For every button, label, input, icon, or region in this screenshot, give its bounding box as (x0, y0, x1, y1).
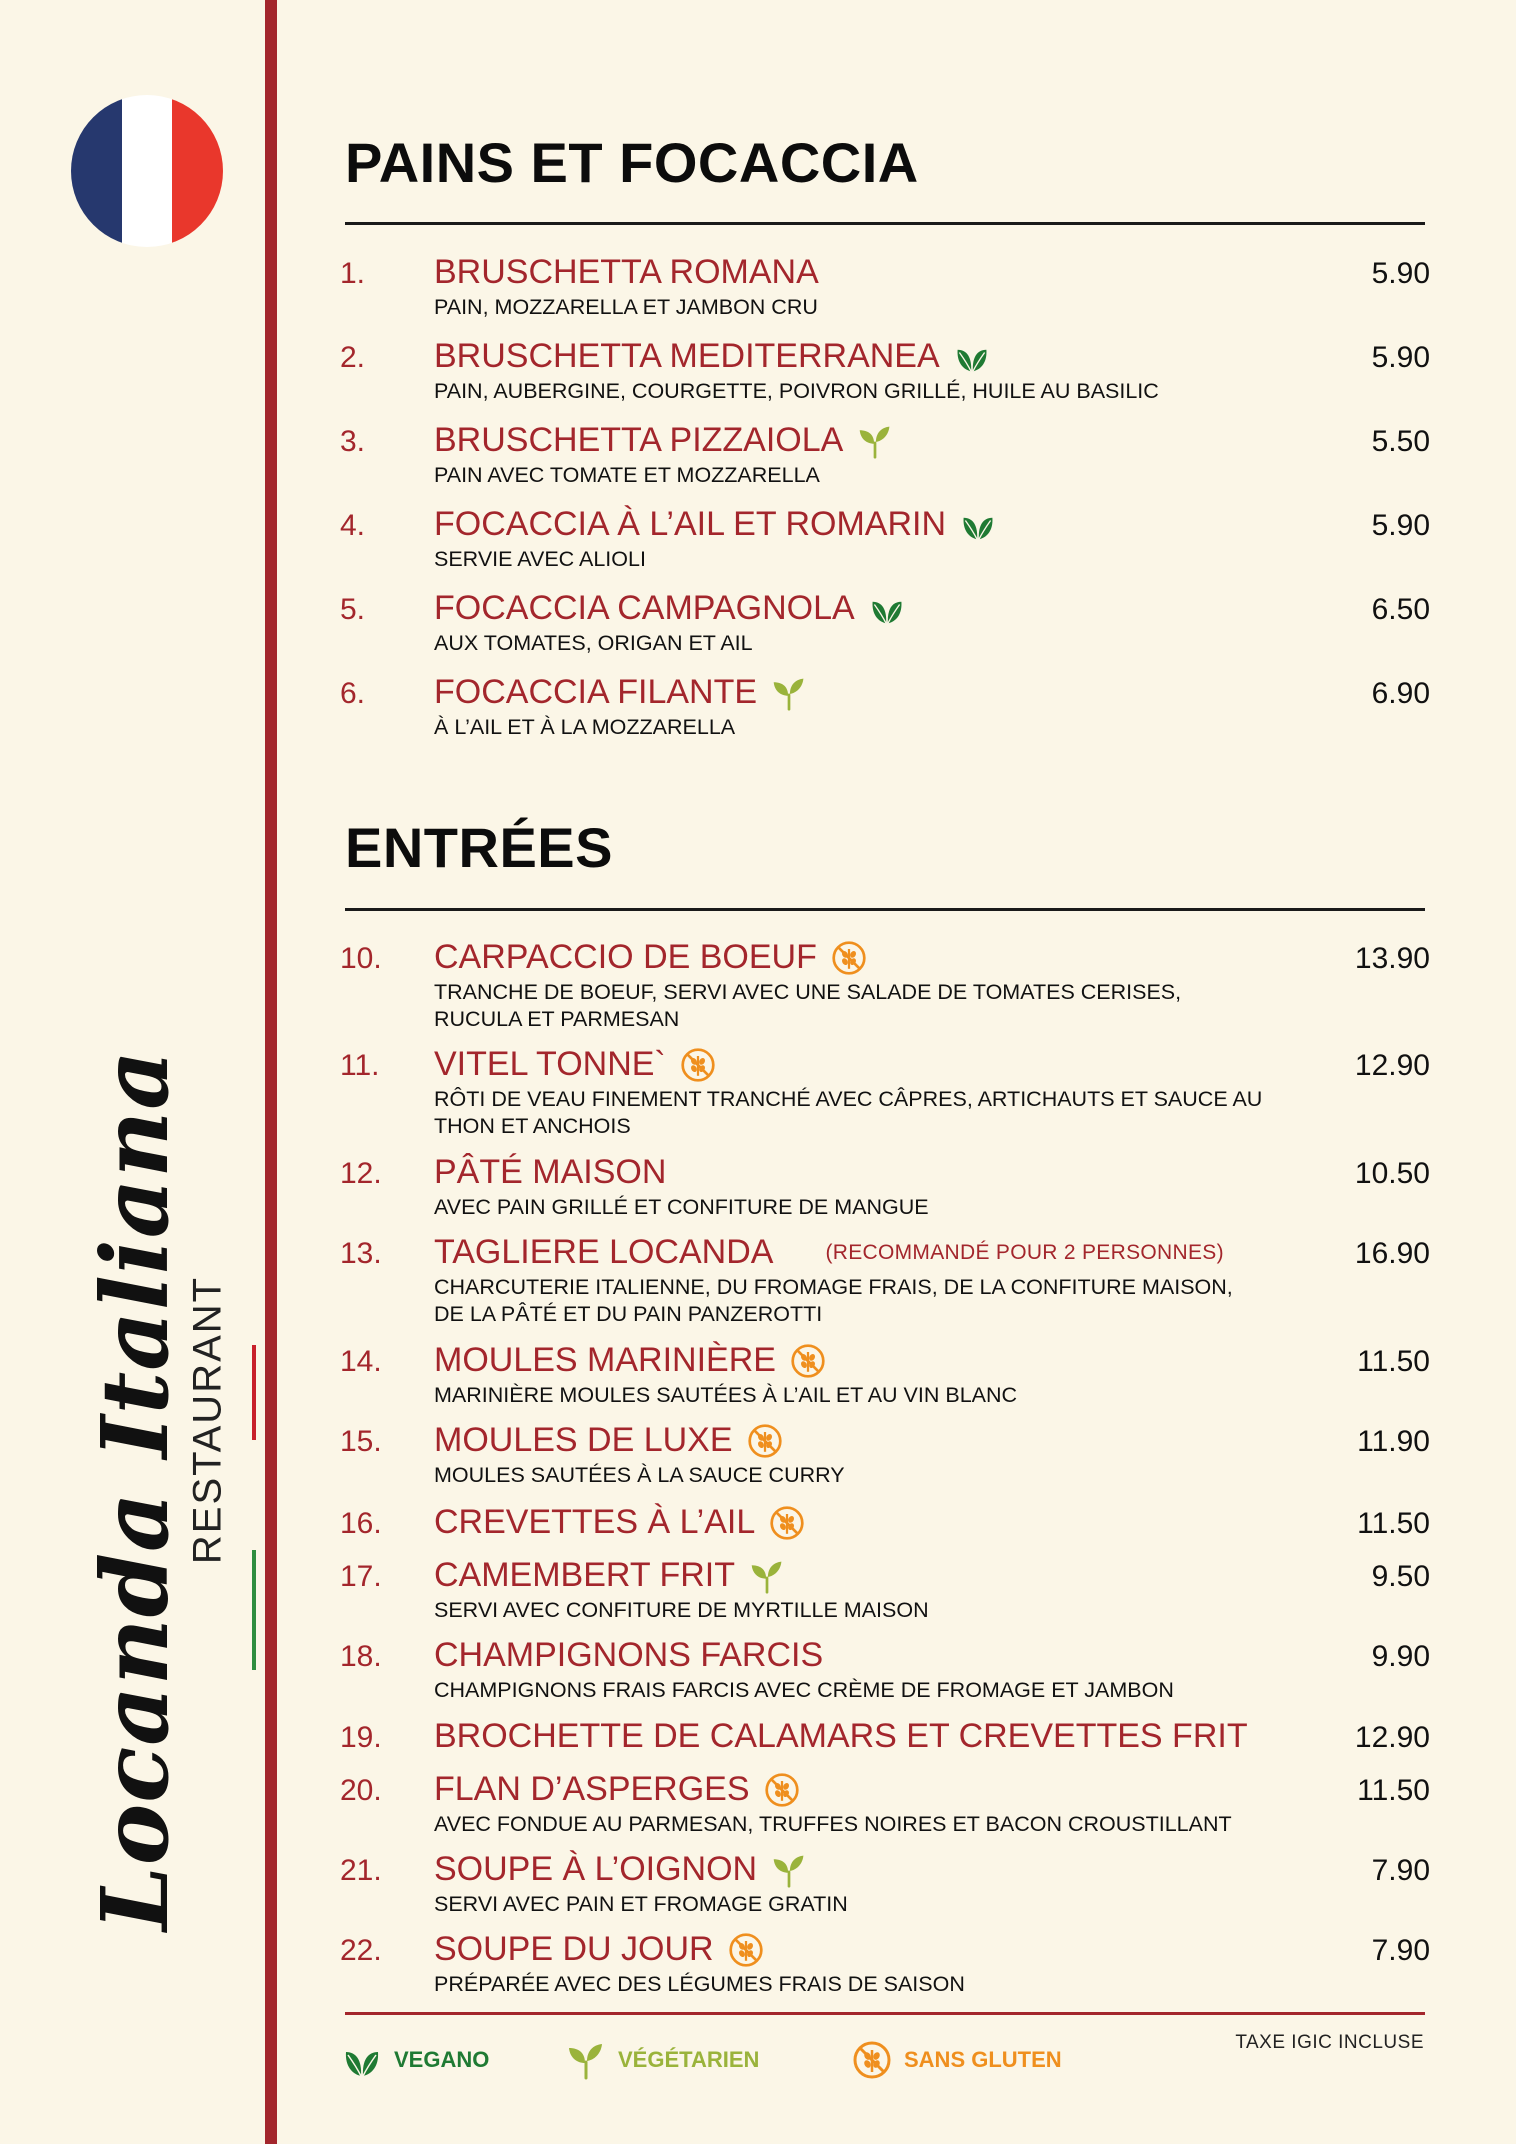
logo-subtitle: RESTAURANT (185, 1275, 230, 1565)
vegan-icon (960, 507, 996, 543)
item-price: 9.90 (1371, 1640, 1430, 1673)
gluten-free-icon (728, 1932, 764, 1968)
item-price: 12.90 (1354, 1721, 1430, 1754)
item-name (434, 421, 893, 460)
item-name (434, 1233, 1224, 1272)
item-description: SERVIE AVEC ALIOLI (434, 547, 646, 571)
item-number: 20. (340, 1774, 382, 1807)
item-name-text: CAMEMBERT FRIT (434, 1556, 735, 1594)
legend-label: VÉGÉTARIEN (618, 2047, 760, 2072)
item-number: 21. (340, 1854, 382, 1887)
item-number: 6. (340, 677, 366, 710)
restaurant-logo (30, 1049, 240, 1931)
side-rail (265, 0, 277, 2144)
item-name (434, 1770, 800, 1809)
item-description: MOULES SAUTÉES À LA SAUCE CURRY (434, 1463, 845, 1487)
item-description: PAIN, MOZZARELLA ET JAMBON CRU (434, 295, 818, 319)
vegan-icon (954, 339, 990, 375)
item-price: 6.50 (1371, 593, 1430, 626)
legend-label: VEGANO (394, 2047, 490, 2072)
item-name-text: FOCACCIA À L’AIL ET ROMARIN (434, 505, 947, 543)
item-number: 4. (340, 509, 366, 542)
item-note: (RECOMMANDÉ POUR 2 PERSONNES) (825, 1240, 1224, 1264)
legend-gluten-free (852, 2040, 1062, 2080)
item-number: 13. (340, 1237, 382, 1270)
item-number: 15. (340, 1425, 382, 1458)
item-name-text: CREVETTES À L’AIL (434, 1503, 756, 1541)
item-price: 5.90 (1371, 341, 1430, 374)
gluten-free-icon (769, 1505, 805, 1541)
gluten-free-icon (831, 940, 867, 976)
logo-script: Locanda Italiana (81, 1049, 189, 1931)
item-number: 18. (340, 1640, 382, 1673)
section-rule (345, 908, 1425, 911)
item-price: 11.50 (1357, 1507, 1430, 1540)
item-name (434, 589, 905, 628)
item-price: 5.90 (1371, 509, 1430, 542)
item-name-text: MOULES DE LUXE (434, 1421, 733, 1459)
item-description: PAIN AVEC TOMATE ET MOZZARELLA (434, 463, 820, 487)
item-price: 11.50 (1357, 1774, 1430, 1807)
section-rule (345, 222, 1425, 225)
item-name-text: FLAN D’ASPERGES (434, 1770, 750, 1808)
item-description: MARINIÈRE MOULES SAUTÉES À L’AIL ET AU VIN BLANC (434, 1383, 1018, 1407)
legend-rule (345, 2012, 1425, 2015)
item-name (434, 1503, 805, 1542)
item-description: RÔTI DE VEAU FINEMENT TRANCHÉ AVEC CÂPRES, ARTICHAUTS ET SAUCE AU THON ET ANCHOIS (434, 1087, 1263, 1138)
item-name (434, 1421, 783, 1460)
item-name (434, 1930, 764, 1969)
gluten-free-icon (852, 2040, 892, 2080)
item-description: PAIN, AUBERGINE, COURGETTE, POIVRON GRILLÉ, HUILE AU BASILIC (434, 379, 1159, 403)
item-price: 12.90 (1354, 1049, 1430, 1082)
item-name-text: BRUSCHETTA PIZZAIOLA (434, 421, 844, 459)
gluten-free-icon (747, 1423, 783, 1459)
item-price: 7.90 (1371, 1854, 1430, 1887)
item-number: 2. (340, 341, 366, 374)
item-name (434, 1045, 716, 1084)
item-price: 13.90 (1354, 942, 1430, 975)
vegetarian-icon (771, 675, 807, 711)
vegan-icon (869, 591, 905, 627)
item-price: 11.90 (1357, 1425, 1430, 1458)
item-name (434, 938, 867, 977)
item-description: TRANCHE DE BOEUF, SERVI AVEC UNE SALADE DE TOMATES CERISES, RUCULA ET PARMESAN (434, 980, 1182, 1031)
item-number: 11. (340, 1049, 380, 1082)
item-number: 19. (340, 1721, 382, 1754)
item-name (434, 337, 990, 376)
item-description: AUX TOMATES, ORIGAN ET AIL (434, 631, 753, 655)
item-name (434, 673, 807, 712)
item-description: PRÉPARÉE AVEC DES LÉGUMES FRAIS DE SAISON (434, 1972, 965, 1996)
item-name (434, 253, 819, 292)
legend-label: SANS GLUTEN (904, 2047, 1062, 2072)
item-number: 12. (340, 1157, 382, 1190)
item-number: 10. (340, 942, 382, 975)
item-description: SERVI AVEC CONFITURE DE MYRTILLE MAISON (434, 1598, 929, 1622)
item-number: 14. (340, 1345, 382, 1378)
gluten-free-icon (680, 1047, 716, 1083)
item-price: 6.90 (1371, 677, 1430, 710)
item-number: 3. (340, 425, 366, 458)
vegan-icon (342, 2040, 382, 2080)
item-description: AVEC PAIN GRILLÉ ET CONFITURE DE MANGUE (434, 1195, 929, 1219)
item-name (434, 1341, 826, 1380)
item-number: 17. (340, 1560, 382, 1593)
item-name-text: FOCACCIA CAMPAGNOLA (434, 589, 855, 627)
item-number: 5. (340, 593, 366, 626)
item-description: CHARCUTERIE ITALIENNE, DU FROMAGE FRAIS, DE LA CONFITURE MAISON, DE LA PÂTÉ ET DU PAIN PANZEROTTI (434, 1275, 1233, 1326)
legend-vegetarian (566, 2040, 759, 2080)
item-name-text: BRUSCHETTA ROMANA (434, 253, 819, 291)
item-price: 11.50 (1357, 1345, 1430, 1378)
item-number: 1. (340, 257, 366, 290)
vegetarian-icon (566, 2040, 606, 2080)
item-description: À L’AIL ET À LA MOZZARELLA (434, 715, 736, 739)
item-name-text: MOULES MARINIÈRE (434, 1341, 776, 1379)
item-name-text: PÂTÉ MAISON (434, 1153, 667, 1191)
french-flag-icon[interactable] (71, 95, 223, 247)
item-price: 5.90 (1371, 257, 1430, 290)
item-price: 9.50 (1371, 1560, 1430, 1593)
item-price: 5.50 (1371, 425, 1430, 458)
item-price: 10.50 (1354, 1157, 1430, 1190)
item-number: 16. (340, 1507, 382, 1540)
vegetarian-icon (857, 423, 893, 459)
item-name-text: CHAMPIGNONS FARCIS (434, 1636, 824, 1674)
item-description: SERVI AVEC PAIN ET FROMAGE GRATIN (434, 1892, 848, 1916)
item-name-text: FOCACCIA FILANTE (434, 673, 758, 711)
item-name-text: SOUPE DU JOUR (434, 1930, 714, 1968)
gluten-free-icon (764, 1772, 800, 1808)
item-name (434, 1556, 785, 1595)
vegetarian-icon (771, 1852, 807, 1888)
section-title-pains: PAINS ET FOCACCIA (345, 131, 919, 194)
item-name (434, 1717, 1248, 1756)
item-name (434, 505, 996, 544)
gluten-free-icon (790, 1343, 826, 1379)
section-title-entrees: ENTRÉES (345, 816, 613, 879)
item-name-text: VITEL TONNE` (434, 1045, 666, 1083)
item-price: 7.90 (1371, 1934, 1430, 1967)
item-description: CHAMPIGNONS FRAIS FARCIS AVEC CRÈME DE FROMAGE ET JAMBON (434, 1678, 1174, 1702)
legend-vegan (342, 2040, 489, 2080)
item-description: AVEC FONDUE AU PARMESAN, TRUFFES NOIRES ET BACON CROUSTILLANT (434, 1812, 1232, 1836)
item-name-text: BRUSCHETTA MEDITERRANEA (434, 337, 940, 375)
item-name-text: TAGLIERE LOCANDA (434, 1233, 774, 1271)
item-name-text: CARPACCIO DE BOEUF (434, 938, 817, 976)
item-name-text: SOUPE À L’OIGNON (434, 1850, 758, 1888)
tax-note: TAXE IGIC INCLUSE (1235, 2032, 1424, 2053)
logo-red-bar (252, 1345, 256, 1440)
item-number: 22. (340, 1934, 382, 1967)
item-name-text: BROCHETTE DE CALAMARS ET CREVETTES FRIT (434, 1717, 1248, 1755)
item-price: 16.90 (1354, 1237, 1430, 1270)
vegetarian-icon (749, 1558, 785, 1594)
logo-green-bar (252, 1550, 256, 1670)
item-name (434, 1153, 666, 1192)
item-name (434, 1636, 823, 1675)
item-name (434, 1850, 807, 1889)
